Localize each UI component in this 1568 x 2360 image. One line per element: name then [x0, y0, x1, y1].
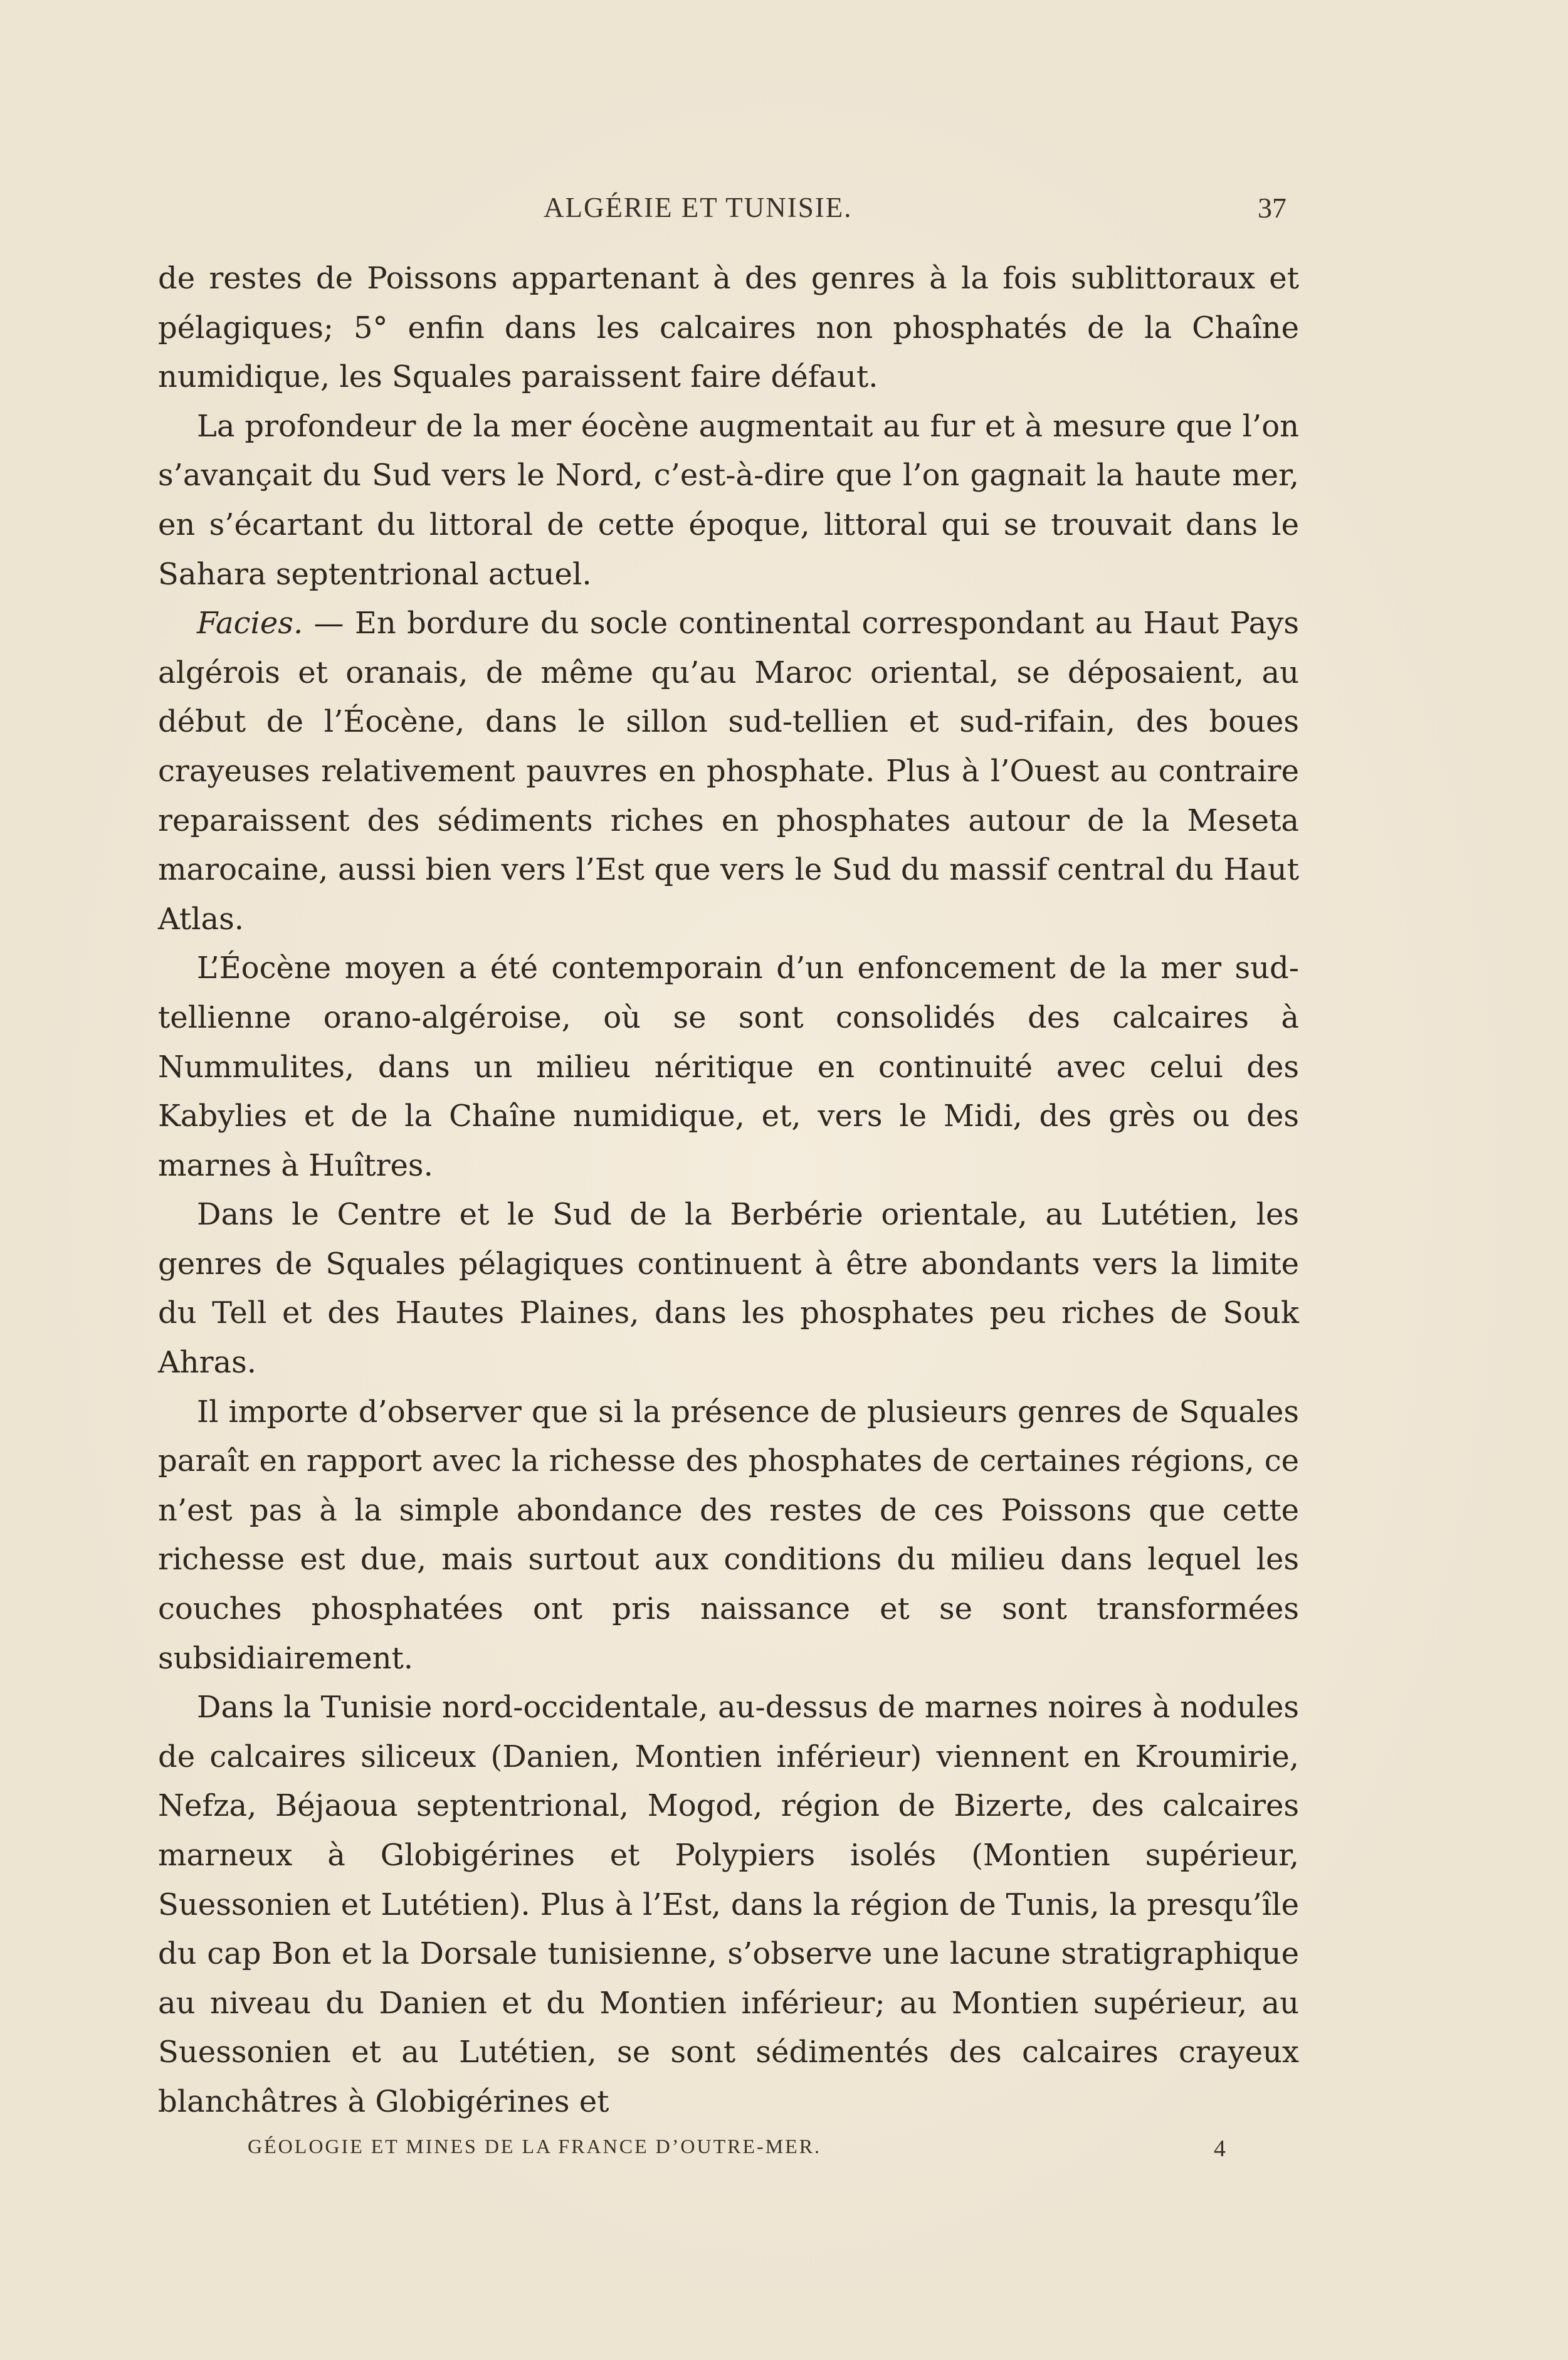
paragraph-7 — [158, 1683, 1299, 2126]
paragraph-3 — [158, 599, 1299, 944]
signature-mark: 4 — [1214, 2136, 1226, 2162]
paragraph-text: de restes de Poissons appartenant à des genres à la fois sublittoraux et pélagiques; 5° enfin dans les calcaires non phosphatés de la Chaîne numidique, les Squales paraissent faire défaut. — [158, 261, 1299, 395]
page-footer — [248, 2135, 1226, 2166]
running-title: ALGÉRIE ET TUNISIE. — [544, 192, 853, 223]
paragraph-5 — [158, 1190, 1299, 1387]
paragraph-text: — En bordure du socle continental correspondant au Haut Pays algérois et oranais, de même qu’au Maroc oriental, se déposaient, au début de l’Éocène, dans le sillon sud-tellien et sud-rifain, des boues crayeuses relativement pauvres en phosphate. Plus à l’Ouest au contraire reparaissent des sédiments riches en phosphates autour de la Meseta marocaine, aussi bien vers l’Est que vers le Sud du massif central du Haut Atlas. — [158, 606, 1299, 937]
paragraph-2 — [158, 402, 1299, 599]
paragraph-text: L’Éocène moyen a été contemporain d’un enfoncement de la mer sud-tellienne orano-algéroise, où se sont consolidés des calcaires à Nummulites, dans un milieu néritique en continuité avec celui des Kabylies et de la Chaîne numidique, et, vers le Midi, des grès ou des marnes à Huîtres. — [158, 951, 1299, 1183]
footer-title: GÉOLOGIE ET MINES DE LA FRANCE D’OUTRE-MER. — [248, 2135, 822, 2157]
paragraph-text: Il importe d’observer que si la présence de plusieurs genres de Squales paraît en rapport avec la richesse des phosphates de certaines régions, ce n’est pas à la simple abondance des restes de ces Poissons que cette richesse est due, mais surtout aux conditions du milieu dans lequel les couches phosphatées ont pris naissance et se sont transformées subsidiairement. — [158, 1394, 1299, 1676]
page-number: 37 — [1258, 192, 1286, 224]
paragraph-text: La profondeur de la mer éocène augmentait au fur et à mesure que l’on s’avançait du Sud vers le Nord, c’est-à-dire que l’on gagnait la haute mer, en s’écartant du littoral de cette époque, littoral qui se trouvait dans le Sahara septentrional actuel. — [158, 408, 1299, 592]
page-header — [158, 191, 1286, 235]
paragraph-lead-italic: Facies. — [197, 606, 303, 641]
paragraph-6 — [158, 1388, 1299, 1683]
body-text — [158, 254, 1299, 2127]
paragraph-1 — [158, 254, 1299, 402]
paragraph-text: Dans la Tunisie nord-occidentale, au-dessus de marnes noires à nodules de calcaires siliceux (Danien, Montien inférieur) viennent en Kroumirie, Nefza, Béjaoua septentrional, Mogod, région de Bizerte, des calcaires marneux à Globigérines et Polypiers isolés (Montien supérieur, Suessonien et Lutétien). Plus à l’Est, dans la région de Tunis, la presqu’île du cap Bon et la Dorsale tunisienne, s’observe une lacune stratigraphique au niveau du Danien et du Montien inférieur; au Montien supérieur, au Suessonien et au Lutétien, se sont sédimentés des calcaires crayeux blanchâtres à Globigérines et — [158, 1690, 1299, 2119]
paragraph-text: Dans le Centre et le Sud de la Berbérie orientale, au Lutétien, les genres de Squales pélagiques continuent à être abondants vers la limite du Tell et des Hautes Plaines, dans les phosphates peu riches de Souk Ahras. — [158, 1197, 1299, 1381]
paragraph-4 — [158, 944, 1299, 1190]
